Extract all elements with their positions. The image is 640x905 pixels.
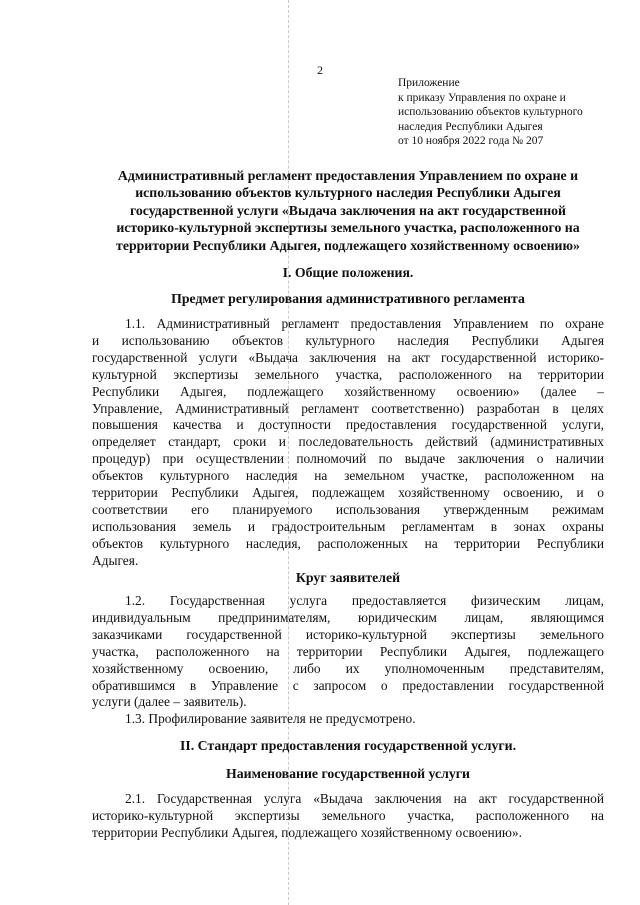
- subject-heading: Предмет регулирования административного регламента: [171, 291, 525, 306]
- paragraph-line: участка, расположенного на территории Республики Адыгея, подлежащего: [92, 643, 604, 659]
- paragraph-line: Республики Адыгея, подлежащего хозяйственному освоению» (далее –: [92, 383, 604, 399]
- title-line: территории Республики Адыгея, подлежащего хозяйственному освоению»: [116, 237, 580, 253]
- paragraph-line: Управление, Административный регламент соответственно) разработан в целях: [92, 400, 604, 416]
- appendix-block: [398, 76, 618, 149]
- paragraph-line: индивидуальным предпринимателям, юридическим лицам, являющимся: [92, 609, 604, 625]
- paragraph-line: обратившимся в Управление с запросом о предоставлении государственной: [92, 677, 604, 693]
- paragraph-line: соответствии его планируемого использования утвержденным режимам: [92, 501, 604, 517]
- page-number: 2: [317, 63, 323, 77]
- paragraph-line: историко-культурной экспертизы земельного участка, расположенного на: [92, 807, 604, 823]
- paragraph-1-1: [92, 316, 604, 570]
- title-line: использованию объектов культурного наследия Республики Адыгея: [135, 185, 561, 201]
- paragraph-line: 1.2. Государственная услуга предоставляется физическим лицам,: [125, 593, 604, 608]
- paragraph-line: государственной услуги «Выдача заключения на акт государственной историко-: [92, 349, 604, 365]
- section-1-heading: I. Общие положения.: [282, 265, 414, 280]
- paragraph-2-1: [92, 791, 604, 842]
- title-line: государственной услуги «Выдача заключения на акт государственной: [129, 202, 567, 218]
- paragraph-line: территории Республики Адыгея, подлежащем хозяйственному освоению, и о: [92, 485, 604, 501]
- paragraph-line: территории Республики Адыгея, подлежащего хозяйственному освоению».: [92, 824, 522, 840]
- title-line: Административный регламент предоставления Управлением по охране и: [117, 168, 579, 183]
- paragraph-line: определяет стандарт, сроки и последовательность действий (административных: [92, 434, 604, 450]
- paragraph-line: хозяйственному освоению, либо их уполномоченным представителям,: [92, 660, 604, 676]
- paragraph-1-2: [92, 593, 604, 711]
- appendix-line: использованию объектов культурного: [398, 106, 583, 119]
- paragraph-line: процедур) при осуществлении полномочий по выдаче заключения о наличии: [92, 451, 604, 467]
- paragraph-line: заказчиками государственной историко-культурной экспертизы земельного: [92, 626, 604, 642]
- paragraph-line: и использованию объектов культурного наследия Республики Адыгея: [92, 332, 604, 348]
- paragraph-line: использования земель и градостроительным регламентам в зонах охраны: [92, 518, 604, 534]
- paragraph-line: объектов культурного наследия, расположенных на территории Республики: [92, 535, 604, 551]
- paragraph-line: повышения качества и доступности предоставления государственной услуги,: [92, 417, 604, 433]
- appendix-line: от 10 ноября 2022 года № 207: [398, 135, 544, 148]
- section-2-heading: II. Стандарт предоставления государственной услуги.: [179, 738, 517, 753]
- paragraph-line: культурной экспертизы земельного участка, расположенного на территории: [92, 366, 604, 382]
- paragraph-line: 1.1. Административный регламент предоставления Управлением по охране: [125, 316, 604, 331]
- paragraph-line: Адыгея.: [92, 552, 139, 568]
- appendix-line: Приложение: [398, 77, 460, 89]
- paragraph-line: объектов культурного наследия на земельном участке, расположенном на: [92, 468, 604, 484]
- applicants-heading: Круг заявителей: [295, 570, 401, 585]
- paragraph-line: 2.1. Государственная услуга «Выдача заключения на акт государственной: [125, 791, 604, 806]
- service-name-heading: Наименование государственной услуги: [226, 766, 470, 781]
- appendix-line: наследия Республики Адыгея: [398, 120, 543, 133]
- title-line: историко-культурной экспертизы земельного участка, расположенного на: [116, 220, 580, 236]
- paragraph-line: 1.3. Профилирование заявителя не предусмотрено.: [125, 711, 416, 726]
- paragraph-1-3: [92, 711, 604, 728]
- paragraph-line: услуги (далее – заявитель).: [92, 694, 247, 710]
- document-title: [92, 167, 604, 254]
- appendix-line: к приказу Управления по охране и: [398, 91, 566, 104]
